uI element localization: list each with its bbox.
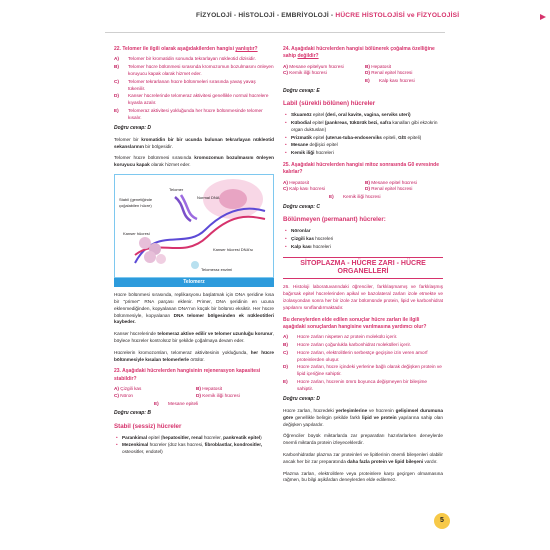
band-title-line2: ORGANELLERİ [337,268,389,276]
answer-24: Doğru cevap: E [283,87,320,94]
cancer-cell [139,237,151,249]
label-kanser-dna: Kanser hücresi DNA'sı [213,247,254,253]
section-labil-title: Labil (sürekli bölünen) hücreler [283,100,376,108]
label-stabil: Stabil (genetiğinde çoğalabilen hücre) [119,197,153,208]
labil-item: • Prizmatik epitel (uterus-tuba-endoserviks epiteli, GİS epiteli) [291,135,443,142]
labil-item: • Kemik iliği hücreleri [291,150,443,157]
band-title-line1: SİTOPLAZMA - HÜCRE ZARI - HÜCRE [300,259,426,267]
band-bottom-line [283,278,443,279]
stabil-item: • Mezenkimal hücreler (düz kas hücresi, fibroblastlar, kondrositler, osteositler, endotel) [122,442,274,456]
figure-caption: Telomerz [114,278,274,287]
page-header [196,12,459,19]
chromosome-shape-2 [181,195,197,219]
question-26-intro: 26. Histoloji laboratuvarındaki öğrenciler, farklılaşmamış ve farklılaşmış bağırsak epitel hücrelerinden apikal ve bazolateral zarları izole etmekte ve izolasyondan sonra her bir izole zar bölümünde protein, lipid ve karbonhidrat yapılarını sınıflandırmaktadır. [283,284,443,310]
permanent-item: • Kalp kası hücreleri [291,244,443,251]
cancer-cell [144,251,156,263]
paragraph-students: Öğrenciler büyük miktarlarda zar preparatları hazırlarlarken deneylerde önemli miktarda protein izleyeceklerdir. [283,433,443,446]
question-26-options: A) Hücre zarları nispeten az protein molekülü içerir. B) Hücre zarları çoğunlukla karbonhidrat molekülleri içerir. C) Hücre zarları, elektrolitlerin serbestçe geçişine izin veren amorf proteinlerden oluşur. D) Hücre zarları, hücre içindeki yerlerine bağlı olarak değişken protein ve lipid içeriğine sahiptir. E) Hücre zarları, hücrenin ömrü boyunca değişmeyen bir bileşime sahiptir. [283,334,442,391]
paragraph-carbohydrates: Karbonhidratlar plazma zar proteinleri ve lipitlerinin önemli bileşenleri olabilir ancak her bir zar preparatında daha fazla protein ve lipid bileşeni vardır. [283,452,443,464]
telomerase-enzyme-shape [191,261,199,269]
option-d: D) Kanser hücrelerinde telomeraz aktivitesi genellikle normal hücrelere kıyasla azalır. [114,93,269,106]
answer-23: Doğru cevap: B [114,410,151,417]
labil-item: • Kübodial epitel (pankreas, tükürük bezi, safra kanalları gibi ekzokrin organ duktusları) [291,120,443,134]
telomerase-illustration [115,175,273,277]
header-divider [105,32,445,33]
band-top-line [283,257,443,258]
paragraph-plasma: Plazma zarları, elektrolitlere veya proteinlere karşı geçirgen olmamasına rağmen, bu bilgi aşikârdan deneylerden elde edilemez. [283,470,443,483]
cancer-cell [156,254,166,264]
section-permanent-title: Bölünmeyen (permanant) hücreler: [283,216,386,224]
paragraph-shortening: Hücrelerin kromozomları, telomeraz aktivitesinin yokluğunda, her hücre bölünmesiyle kısalan telomerlerle örtülür. [114,349,274,362]
option-a: A) Telomer bir kromatidin sonunda tekrarlayan nükleotid dizisidir. [114,56,256,62]
question-22-title: 22. Telomer ile ilgili olarak aşağıdakilerden hangisi yanlıştır? [114,46,258,52]
stabil-item: • Parankimal epitel (hepatositler, renal hücreler, pankreatik epitel) [122,435,274,442]
question-23-option-e: E) Mesane epiteli [154,400,199,406]
left-column [114,46,274,457]
paragraph-replication: Hücre bölünmesi sırasında, replikasyonu başlatmak için DNA şeridine kısa bir "primer" RNA parçası eklenir. Primer, DNA şeridinin en ucuna eklenmediğinden, kopyalanan DNA'nın küçük bir bölümü eksiktir. Her hücre bölünmesiyle, kopyalanan DNA telomer bölgesinden ek nükleotitleri kaybeder. [114,292,274,325]
header-topic: HÜCRE HİSTOLOJİSİ ve FİZYOLOJİSİ [335,12,460,19]
question-26-question: Bu deneylerden elde edilen sonuçlar hücre zarları ile ilgili aşağıdaki sonuçlardan hangisine varılmasına yardımcı olur? [283,316,427,330]
right-column [283,46,443,489]
question-24-option-e: E) Kalp kası hücresi [365,78,415,84]
question-25-option-e: E) Kemik iliği hücresi [329,194,381,200]
label-kanser: Kanser hücresi [123,231,150,237]
question-24-title: 24. Aşağıdaki hücrelerden hangisi bölünerek çoğalma özelliğine sahip değildir? [283,46,435,60]
permanent-item: • Çizgili kas hücreleri [291,236,443,243]
page-number-badge: 5 [434,513,450,529]
paragraph-telomer-def: Telomer bir kromatidin bir bir ucunda bulunan tekrarlayan nükleotid sekanslarının bir bölgesidir. [114,136,274,149]
labil-item: • Skuamöz epitel (deri, oral kavite, vagina, serviks uteri) [291,112,443,119]
option-e: E) Telomeraz aktivitesi yokluğunda her hücre bölünmesinde telomer kısalır. [114,107,263,120]
question-24-options: A) Mesane epitelyum hücresi B) Hepatosit C) Kemik iliği hücresi D) Renal epitel hücresi [283,63,413,76]
section-stabil-title: Stabil (sessiz) hücreler [114,422,182,430]
question-23-options: A) Çizgili kas B) Hepatosit C) Nöron D) Kemik iliği hücresi [114,385,240,398]
labil-item: • Mesane değişici epitel [291,142,443,149]
question-25-options: A) Hepatosit B) Mesane epitel hücresi C) Kalp kası hücresi D) Renal epitel hücresi [283,179,417,192]
option-b: B) Telomer hücre bölünmesi sırasında kromozomun bozulmasını önleyen koruyucu kapak olarak hizmet eder. [114,64,274,76]
permanent-item: • Nöronlar [291,228,443,235]
label-enzim: Telomeraz enzimi [201,267,233,273]
paragraph-membrane-variable: Hücre zarları, hücredeki yerleşimlerine ve hücrenin gelişimsel durumuna göre genellikle belirgin şekilde farklı lipid ve protein yapılarına sahip olan değişken yapılardır. [283,407,444,427]
question-25-title: 25. Aşağıdaki hücrelerden hangisi mitoz sonrasında G0 evresinde kalırlar? [283,162,439,176]
question-23-title: 23. Aşağıdaki hücrelerden hangisinin rejenerasyon kapasitesi stabildir? [114,368,261,382]
question-22-options [114,56,274,121]
paragraph-cancer: Kanser hücrelerinde telomeraz aktive edilir ve telomer uzunluğu korunur, böylece hücreler kontrolsüz bir şekilde çoğalmaya devam eder. [114,331,275,343]
telomerase-figure [114,174,274,278]
header-subjects: FİZYOLOJİ - HİSTOLOJİ - EMBRİYOLOJİ - [196,12,336,19]
answer-22: Doğru cevap: D [114,124,151,131]
top-bar [0,0,550,40]
answer-25: Doğru cevap: C [283,203,320,210]
cell-nucleus [219,189,247,209]
answer-26: Doğru cevap: D [283,395,320,402]
section-band [283,257,443,280]
header-arrow-icon [536,10,550,24]
label-telomer: Telomer [169,187,184,193]
paragraph-telomer-role: Telomer hücre bölünmesi sırasında kromozomun bozulmasını önleyen koruyucu kapak olarak hizmet eder. [114,155,274,168]
option-c: C) Telomer tekrarlanan hücre bölünmeleri sırasında yavaş yavaş tükenilir. [114,78,256,91]
label-normal-dna: Normal DNA [197,195,220,201]
